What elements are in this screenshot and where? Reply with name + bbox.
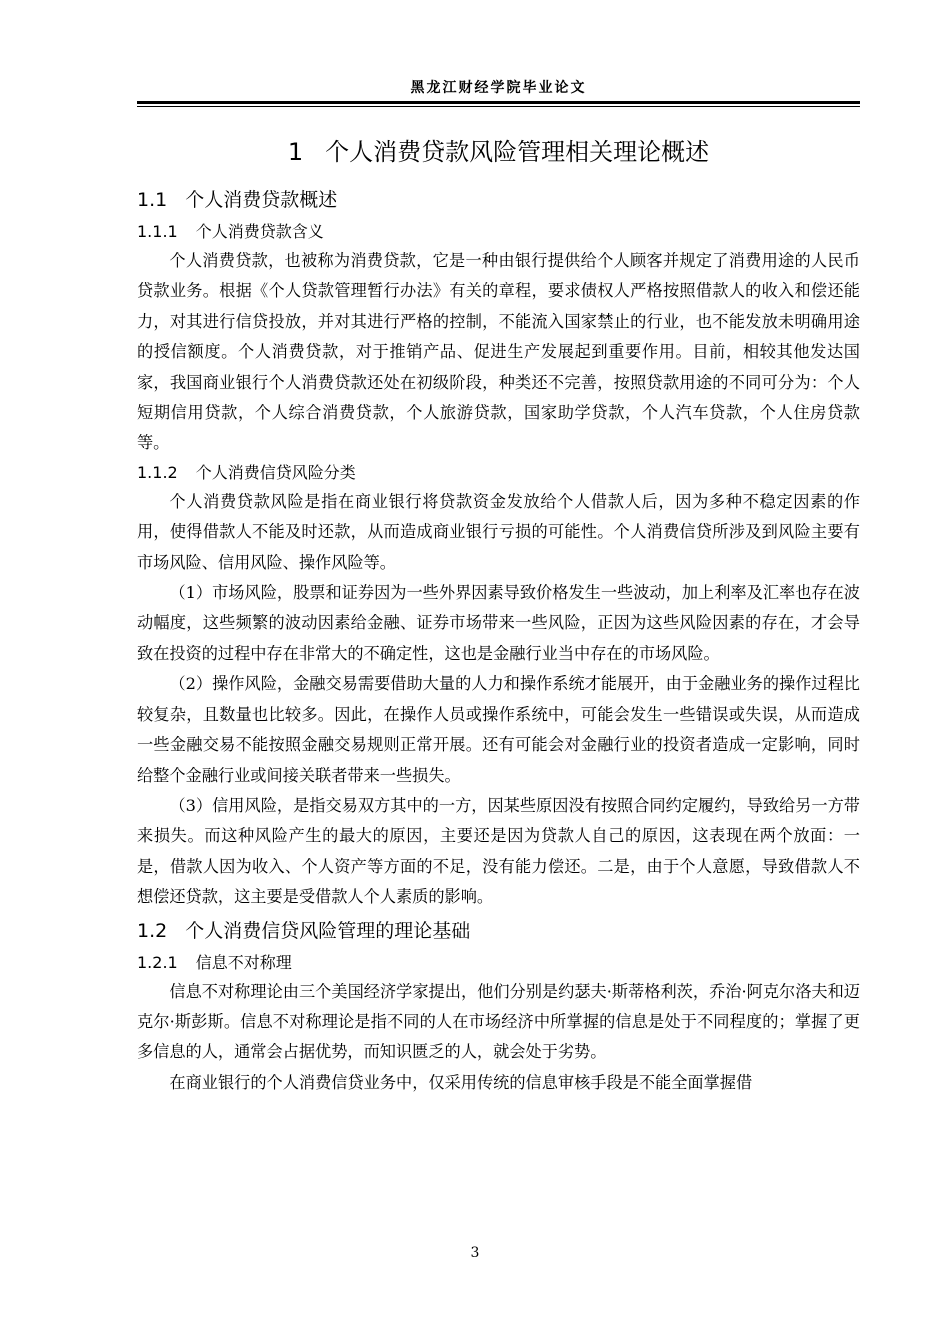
paragraph: 个人消费贷款，也被称为消费贷款，它是一种由银行提供给个人顾客并规定了消费用途的人民币贷款业务。根据《个人贷款管理暂行办法》有关的章程，要求债权人严格按照借款人的收入和偿还能力，对其进行信贷投放，并对其进行严格的控制，不能流入国家禁止的行业，也不能发放未明确用途的授信额度。个人消费贷款，对于推销产品、促进生产发展起到重要作用。目前，相较其他发达国家，我国商业银行个人消费贷款还处在初级阶段，种类还不完善，按照贷款用途的不同可分为：个人短期信用贷款，个人综合消费贷款，个人旅游贷款，国家助学贷款，个人汽车贷款，个人住房贷款等。 — [137, 251, 860, 453]
paragraph: 信息不对称理论由三个美国经济学家提出，他们分别是约瑟夫·斯蒂格利茨，乔治·阿克尔洛夫和迈克尔·斯彭斯。信息不对称理论是指不同的人在市场经济中所掌握的信息是处于不同程度的；掌握了更多信息的人，通常会占据优势，而知识匮乏的人，就会处于劣势。 — [137, 981, 860, 1062]
subsection-heading — [137, 459, 860, 487]
paragraph: （1）市场风险，股票和证券因为一些外界因素导致价格发生一些波动，加上利率及汇率也存在波动幅度，这些频繁的波动因素给金融、证券市场带来一些风险，正因为这些风险因素的存在，才会导致在投资的过程中存在非常大的不确定性，这也是金融行业当中存在的市场风险。 — [137, 583, 860, 663]
section-number: 1.2 — [137, 919, 168, 942]
subsection-heading — [137, 218, 860, 246]
section-heading — [137, 913, 860, 949]
chapter-number: 1 — [287, 138, 304, 166]
page-number: 3 — [470, 1245, 480, 1261]
subsection-title: 信息不对称理 — [195, 952, 292, 972]
header-rule — [137, 101, 860, 104]
chapter-title-text: 个人消费贷款风险管理相关理论概述 — [325, 138, 710, 166]
subsection-number: 1.1.2 — [137, 462, 178, 482]
paragraph: 在商业银行的个人消费信贷业务中，仅采用传统的信息审核手段是不能全面掌握借 — [169, 1072, 753, 1092]
chapter-title — [137, 132, 860, 172]
subsection-heading — [137, 949, 860, 977]
document-body — [137, 132, 860, 1098]
subsection-title: 个人消费信贷风险分类 — [195, 462, 356, 482]
subsection-number: 1.2.1 — [137, 952, 178, 972]
section-number: 1.1 — [137, 189, 168, 211]
paragraph: （2）操作风险，金融交易需要借助大量的人力和操作系统才能展开，由于金融业务的操作过程比较复杂，且数量也比较多。因此，在操作人员或操作系统中，可能会发生一些错误或失误，从而造成一些金融交易不能按照金融交易规则正常开展。还有可能会对金融行业的投资者造成一定影响，同时给整个金融行业或间接关联者带来一些损失。 — [137, 674, 860, 785]
page-header: 黑龙江财经学院毕业论文 — [410, 80, 587, 96]
paragraph: （3）信用风险，是指交易双方其中的一方，因某些原因没有按照合同约定履约，导致给另一方带来损失。而这种风险产生的最大的原因，主要还是因为贷款人自己的原因，这表现在两个放面：一是，借款人因为收入、个人资产等方面的不足，没有能力偿还。二是，由于个人意愿，导致借款人不想偿还贷款，这主要是受借款人个人素质的影响。 — [137, 795, 860, 907]
header-rule-thin — [137, 106, 860, 107]
paragraph: 个人消费贷款风险是指在商业银行将贷款资金发放给个人借款人后，因为多种不稳定因素的作用，使得借款人不能及时还款，从而造成商业银行亏损的可能性。个人消费信贷所涉及到风险主要有市场风险、信用风险、操作风险等。 — [137, 491, 860, 572]
section-heading — [137, 182, 860, 218]
subsection-title: 个人消费贷款含义 — [195, 222, 324, 241]
section-title: 个人消费信贷风险管理的理论基础 — [185, 919, 471, 942]
subsection-number: 1.1.1 — [137, 222, 178, 241]
section-title: 个人消费贷款概述 — [185, 189, 338, 211]
